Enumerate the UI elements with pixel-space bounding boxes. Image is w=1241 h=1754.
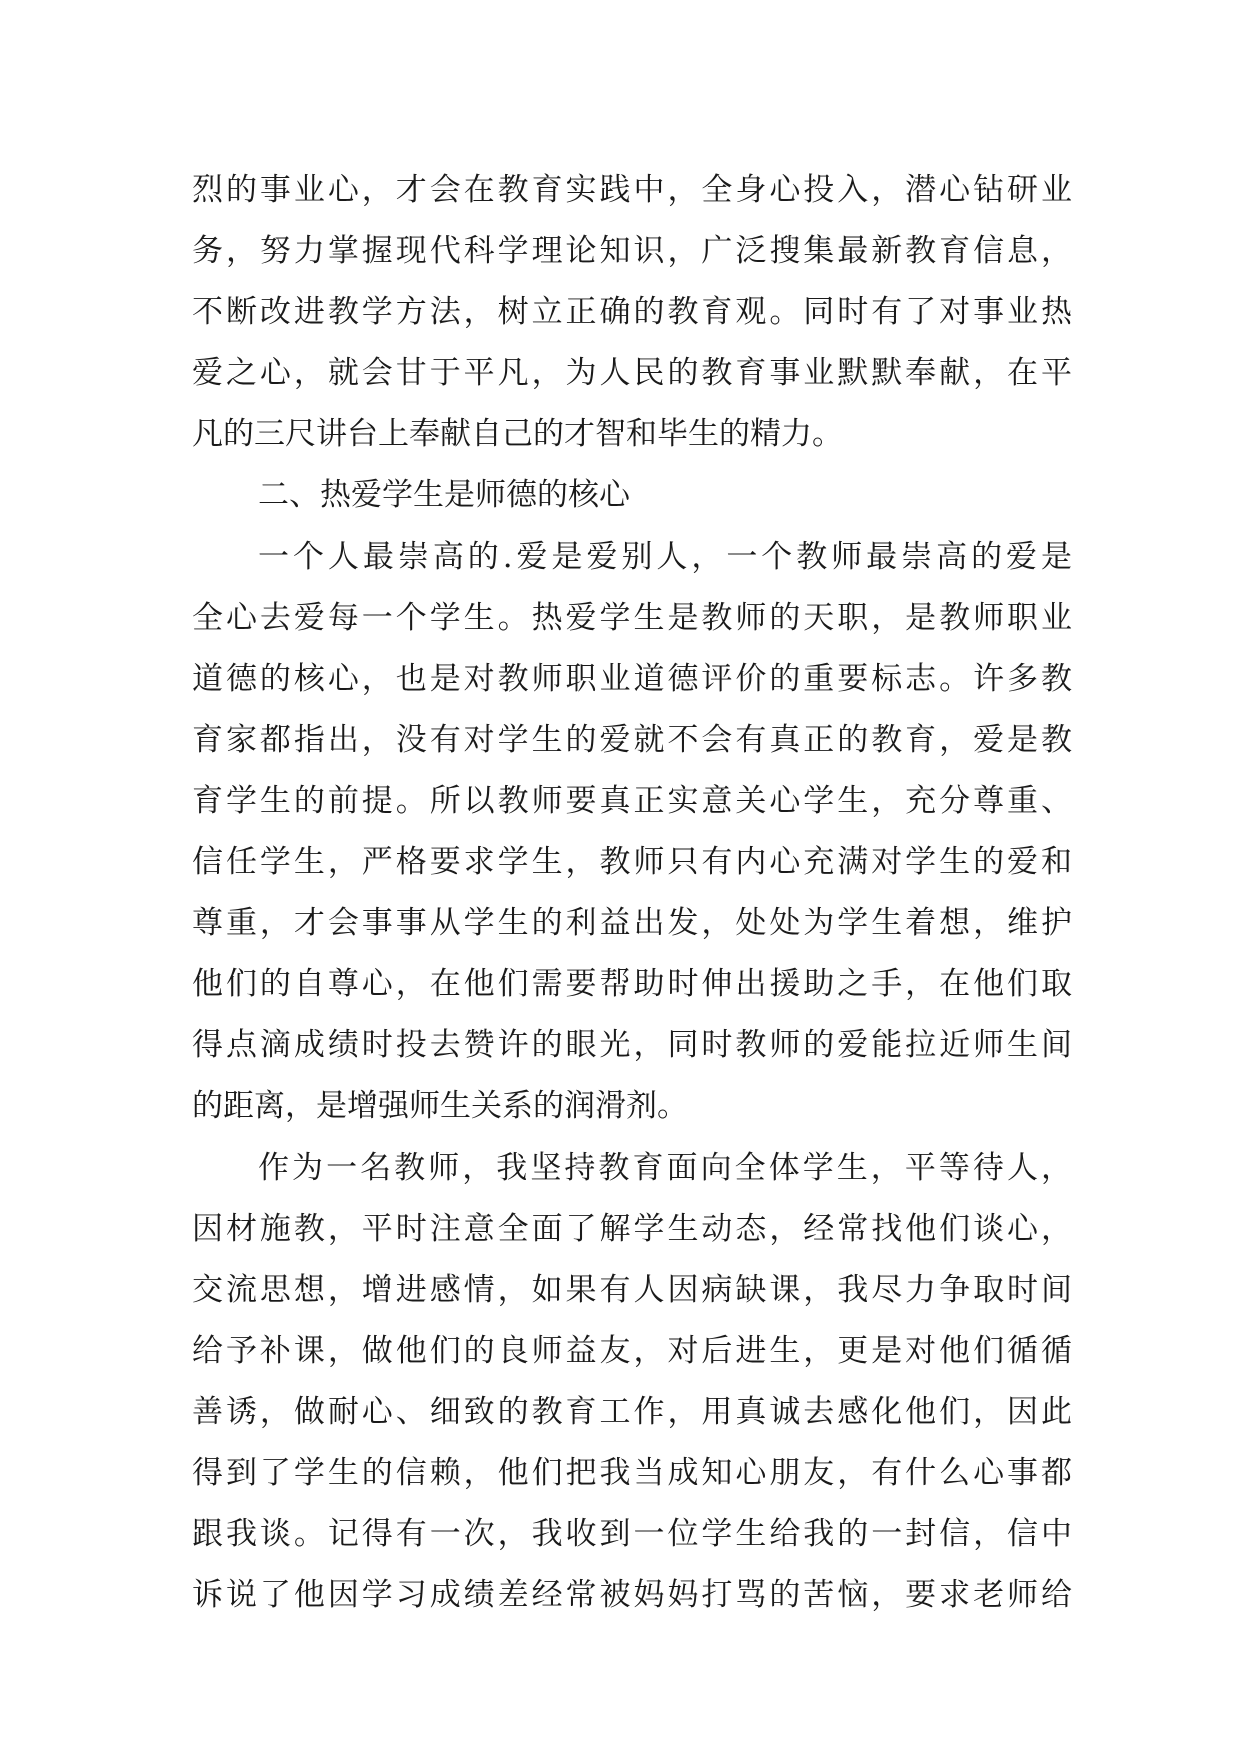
text-line: 作为一名教师，我坚持教育面向全体学生，平等待人， — [258, 1149, 1072, 1186]
text-line: 得点滴成绩时投去赞许的眼光，同时教师的爱能拉近师生间 — [192, 1027, 1072, 1064]
text-line: 尊重，才会事事从学生的利益出发，处处为学生着想，维护 — [192, 905, 1072, 942]
text-line: 善诱，做耐心、细致的教育工作，用真诚去感化他们，因此 — [192, 1393, 1072, 1430]
text-line: 育学生的前提。所以教师要真正实意关心学生，充分尊重、 — [192, 782, 1072, 819]
text-line: 交流思想，增进感情，如果有人因病缺课，我尽力争取时间 — [192, 1271, 1072, 1308]
text-line: 二、热爱学生是师德的核心 — [258, 477, 630, 514]
text-line: 因材施教，平时注意全面了解学生动态，经常找他们谈心， — [192, 1210, 1072, 1247]
text-line: 凡的三尺讲台上奉献自己的才智和毕生的精力。 — [192, 416, 843, 453]
text-line: 烈的事业心，才会在教育实践中，全身心投入，潜心钻研业 — [192, 172, 1072, 208]
text-line: 育家都指出，没有对学生的爱就不会有真正的教育，爱是教 — [192, 721, 1072, 758]
text-line: 不断改进教学方法，树立正确的教育观。同时有了对事业热 — [192, 294, 1072, 331]
text-line: 他们的自尊心，在他们需要帮助时伸出援助之手，在他们取 — [192, 966, 1072, 1003]
text-line: 诉说了他因学习成绩差经常被妈妈打骂的苦恼，要求老师给 — [192, 1577, 1072, 1614]
body-text — [192, 160, 1072, 1626]
text-line: 给予补课，做他们的良师益友，对后进生，更是对他们循循 — [192, 1332, 1072, 1369]
text-line: 爱之心，就会甘于平凡，为人民的教育事业默默奉献，在平 — [192, 355, 1072, 392]
text-line: 务，努力掌握现代科学理论知识，广泛搜集最新教育信息， — [192, 233, 1072, 270]
text-line: 的距离，是增强师生关系的润滑剂。 — [192, 1088, 688, 1125]
text-line: 全心去爱每一个学生。热爱学生是教师的天职，是教师职业 — [192, 599, 1072, 636]
text-line: 跟我谈。记得有一次，我收到一位学生给我的一封信，信中 — [192, 1516, 1072, 1553]
text-line: 一个人最崇高的.爱是爱别人，一个教师最崇高的爱是 — [258, 538, 1072, 575]
text-line: 信任学生，严格要求学生，教师只有内心充满对学生的爱和 — [192, 844, 1072, 881]
text-line: 得到了学生的信赖，他们把我当成知心朋友，有什么心事都 — [192, 1454, 1072, 1491]
text-line: 道德的核心，也是对教师职业道德评价的重要标志。许多教 — [192, 660, 1072, 697]
